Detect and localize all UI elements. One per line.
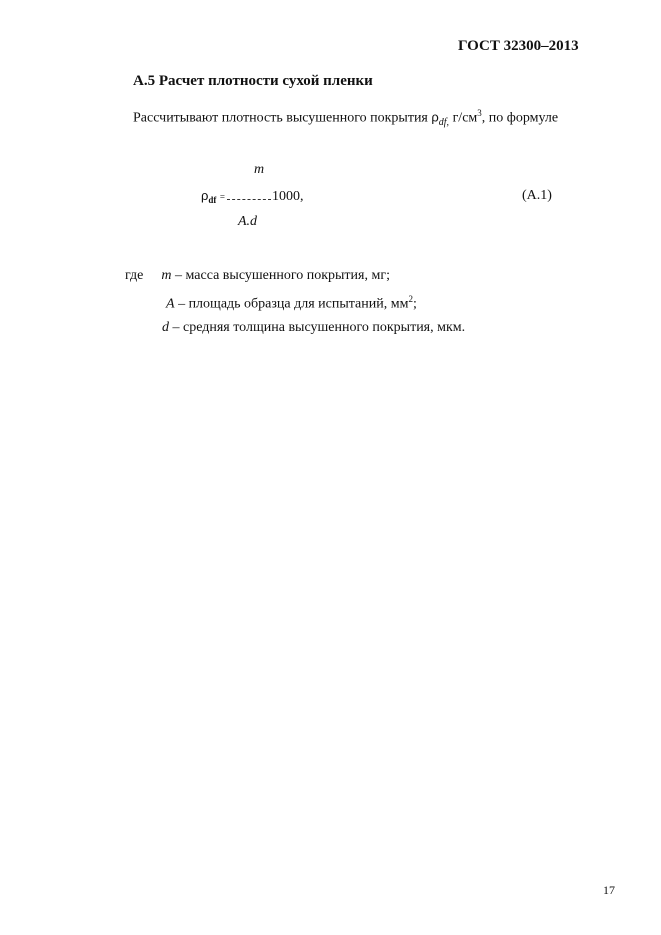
var-m: m [161,268,172,283]
standard-designation: ГОСТ 32300–2013 [458,38,579,54]
formula-rho-subscript: df [208,195,217,205]
formula-denominator: A.d [238,214,258,229]
formula-line [201,188,304,205]
page-number: 17 [603,883,615,897]
definition-a [166,294,417,313]
density-subscript: df, [438,116,450,128]
density-symbol: ρ [431,109,439,125]
def-a-text: – площадь образца для испытаний, мм [178,296,409,312]
def-a-tail: ; [412,296,417,312]
section-title: А.5 Расчет плотности сухой пленки [133,73,373,89]
var-a: A [166,296,175,312]
definition-d [162,320,465,336]
definition-m [125,268,390,284]
var-d: d [162,320,169,335]
def-a-exponent: 2 [408,294,413,304]
def-m-text: – масса высушенного покрытия, мг; [175,268,390,283]
formula-rho: ρ [201,188,209,203]
equation-number: (А.1) [522,188,552,203]
density-unit: г/см [452,110,478,126]
where-word: где [125,268,144,283]
fraction-bar [227,199,271,200]
formula-equals: = [219,192,225,202]
formula-numerator: m [254,162,265,177]
intro-paragraph [133,108,558,127]
formula-multiplier: 1000, [272,189,304,204]
intro-suffix: , по формуле [481,110,559,126]
def-d-text: – средняя толщина высушенного покрытия, мкм. [172,320,466,335]
intro-text: Рассчитывают плотность высушенного покрытия [133,110,428,126]
unit-exponent: 3 [477,108,482,118]
